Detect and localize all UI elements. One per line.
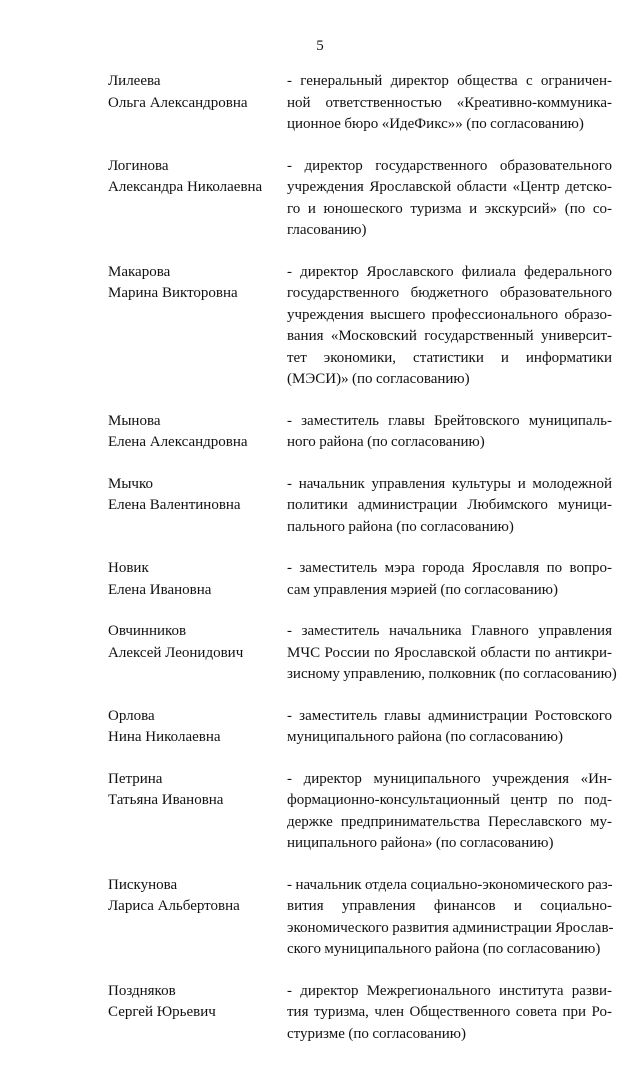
member-surname: Макарова <box>108 263 171 280</box>
member-given-names: Алексей Леонидович <box>108 644 244 661</box>
member-entry <box>108 474 612 539</box>
member-name <box>108 558 287 601</box>
member-given-names: Ольга Александровна <box>108 94 248 111</box>
member-entry <box>108 156 612 242</box>
member-given-names: Лариса Альбертовна <box>108 898 240 914</box>
position-line: формационно-консультационный центр по под- <box>287 792 612 808</box>
page-number: 5 <box>316 38 324 54</box>
position-line: ционное бюро «ИдеФикс»» (по согласованию) <box>287 116 584 132</box>
position-line: государственного бюджетного образовательного <box>287 285 612 301</box>
member-position <box>287 706 612 749</box>
member-name <box>108 262 287 305</box>
member-entry <box>108 411 612 454</box>
position-line: учреждения высшего профессионального образо- <box>287 306 612 323</box>
member-surname: Поздняков <box>108 982 176 999</box>
member-entry <box>108 981 612 1046</box>
position-line: ного района (по согласованию) <box>287 434 485 450</box>
member-given-names: Нина Николаевна <box>108 729 221 745</box>
member-surname: Пискунова <box>108 876 178 893</box>
member-name <box>108 71 287 114</box>
member-position <box>287 769 612 855</box>
position-line: тия туризма, член Общественного совета при Ро- <box>287 1004 612 1020</box>
member-position <box>287 875 612 961</box>
member-position <box>287 411 612 454</box>
member-name <box>108 474 287 517</box>
member-position <box>287 558 612 601</box>
member-position <box>287 474 612 539</box>
member-given-names: Марина Викторовна <box>108 285 238 301</box>
member-entry <box>108 558 612 601</box>
member-given-names: Татьяна Ивановна <box>108 792 224 808</box>
position-line: ского муниципального района (по согласованию) <box>287 941 601 957</box>
member-position <box>287 262 612 391</box>
position-line: политики администрации Любимского муници- <box>287 497 612 513</box>
member-entry <box>108 262 612 391</box>
position-line: тет экономики, статистики и информатики <box>287 349 612 366</box>
position-line: держке предпринимательства Переславского му- <box>287 813 612 830</box>
position-line: учреждения Ярославской области «Центр детско- <box>287 179 612 195</box>
member-given-names: Елена Ивановна <box>108 581 212 598</box>
position-line: муниципального района (по согласованию) <box>287 729 563 745</box>
member-surname: Лилеева <box>108 73 161 89</box>
position-line: - директор государственного образовательного <box>287 157 612 174</box>
position-line: гласованию) <box>287 222 367 238</box>
position-line: - начальник отдела социально-экономического раз- <box>287 876 613 893</box>
member-name <box>108 156 287 199</box>
position-line: (МЭСИ)» (по согласованию) <box>287 371 470 387</box>
position-line: зисному управлению, полковник (по согласованию) <box>287 666 617 682</box>
member-given-names: Елена Валентиновна <box>108 497 241 513</box>
member-entry <box>108 706 612 749</box>
member-position <box>287 71 612 136</box>
member-surname: Петрина <box>108 770 163 787</box>
position-line: го и юношеского туризма и экскурсий» (по со- <box>287 200 612 217</box>
position-line: вания «Московский государственный университ- <box>287 328 612 344</box>
member-surname: Новик <box>108 560 149 576</box>
member-entry <box>108 769 612 855</box>
position-line: МЧС России по Ярославской области по антикри- <box>287 644 612 661</box>
position-line: - заместитель главы Брейтовского муниципаль- <box>287 412 612 429</box>
position-line: вития управления финансов и социально- <box>287 898 612 914</box>
member-surname: Орлова <box>108 707 155 724</box>
position-line: - заместитель мэра города Ярославля по вопро- <box>287 560 612 576</box>
member-entry <box>108 621 617 686</box>
member-name <box>108 411 287 454</box>
position-line: - генеральный директор общества с ограничен- <box>287 73 612 89</box>
position-line: сам управления мэрией (по согласованию) <box>287 581 558 598</box>
position-line: - директор Ярославского филиала федерального <box>287 263 612 280</box>
member-name <box>108 621 287 664</box>
position-line: - заместитель главы администрации Ростовского <box>287 707 612 724</box>
position-line: стуризме (по согласованию) <box>287 1025 466 1042</box>
member-position <box>287 981 612 1046</box>
member-name <box>108 706 287 749</box>
position-line: ниципального района» (по согласованию) <box>287 835 554 851</box>
member-surname: Мынова <box>108 412 161 429</box>
position-line: - директор Межрегионального института разви- <box>287 982 612 999</box>
member-name <box>108 875 287 918</box>
position-line: ной ответственностью «Креативно-коммуника- <box>287 94 612 111</box>
member-entry <box>108 71 612 136</box>
member-position <box>287 621 617 686</box>
members-list <box>108 71 617 1065</box>
position-line: - директор муниципального учреждения «Ин- <box>287 770 612 787</box>
position-line: - начальник управления культуры и молодежной <box>287 475 612 492</box>
position-line: - заместитель начальника Главного управления <box>287 623 612 639</box>
member-entry <box>108 875 612 961</box>
member-surname: Логинова <box>108 157 169 174</box>
member-given-names: Александра Николаевна <box>108 179 263 195</box>
member-position <box>287 156 612 242</box>
member-surname: Мычко <box>108 475 153 492</box>
position-line: пального района (по согласованию) <box>287 518 514 535</box>
position-line: экономического развития администрации Ярослав- <box>287 919 614 936</box>
member-given-names: Елена Александровна <box>108 434 248 450</box>
member-name <box>108 769 287 812</box>
member-name <box>108 981 287 1024</box>
member-given-names: Сергей Юрьевич <box>108 1004 216 1020</box>
member-surname: Овчинников <box>108 623 187 639</box>
